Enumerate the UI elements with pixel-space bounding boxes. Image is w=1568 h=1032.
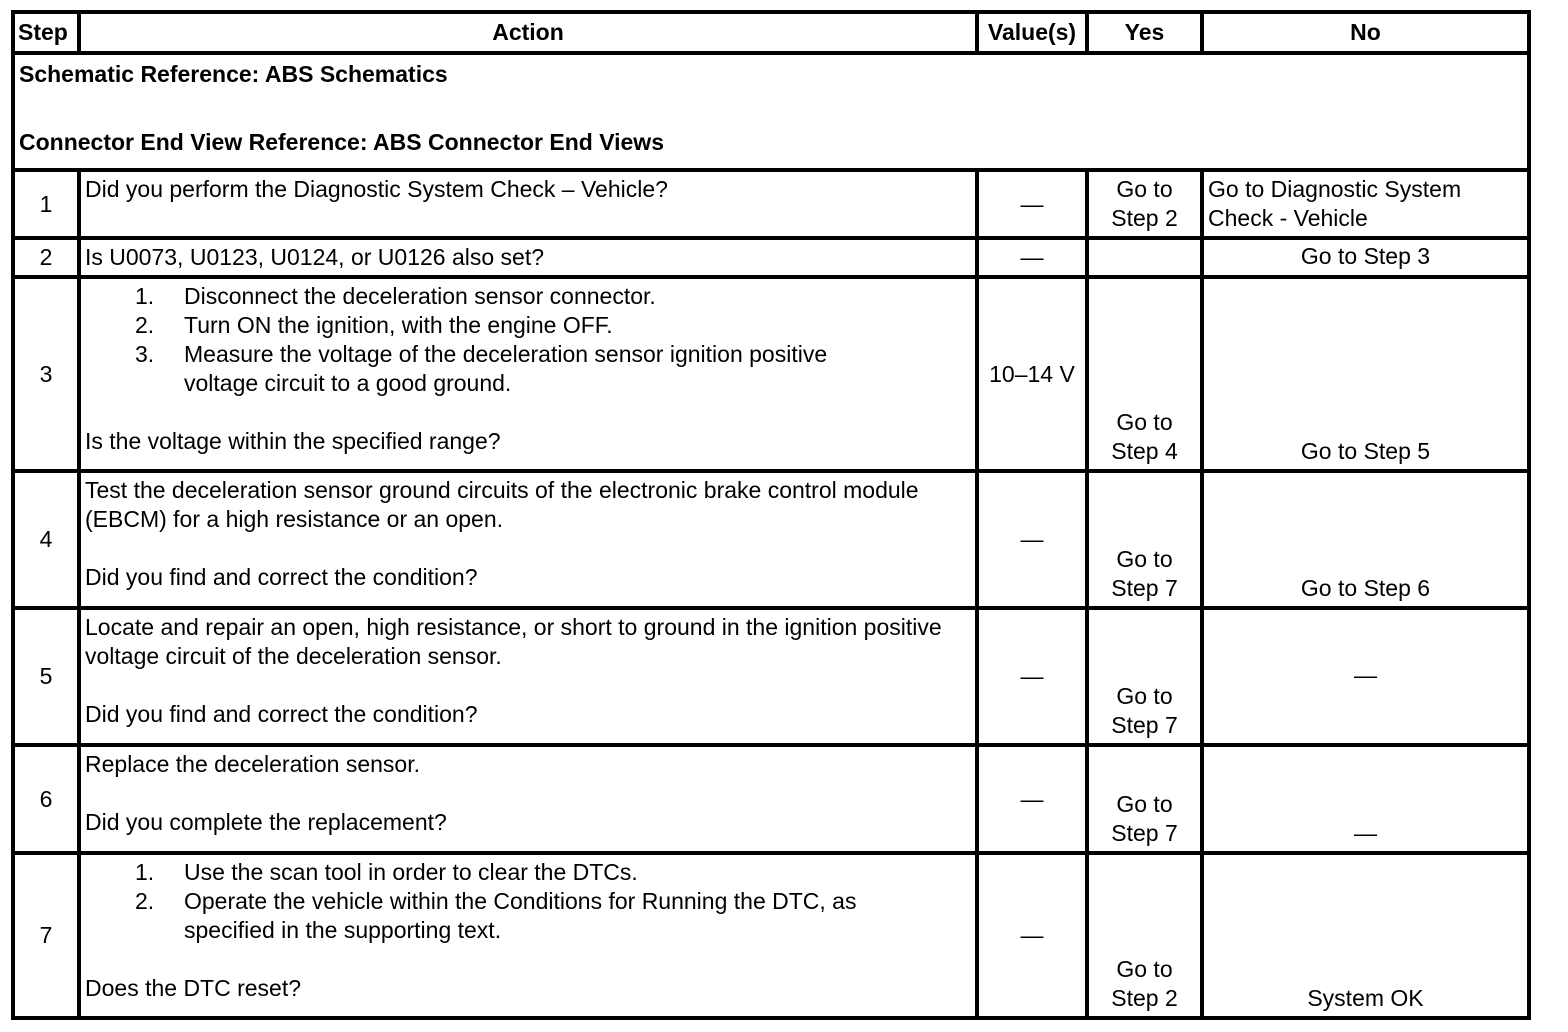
value-cell: — xyxy=(977,608,1087,745)
list-item xyxy=(85,282,971,311)
list-item xyxy=(85,340,971,398)
value-cell: — xyxy=(977,853,1087,1018)
list-number: 2. xyxy=(135,312,155,338)
value-cell: — xyxy=(977,471,1087,608)
action-cell xyxy=(79,471,977,608)
instruction-list xyxy=(85,858,971,945)
step-number: 1 xyxy=(13,170,79,238)
yes-cell xyxy=(1087,853,1202,1018)
action-cell xyxy=(79,745,977,853)
header-no: No xyxy=(1202,12,1529,53)
list-item xyxy=(85,311,971,340)
no-cell: — xyxy=(1202,608,1529,745)
no-cell: Go to Step 6 xyxy=(1202,471,1529,608)
step-number: 7 xyxy=(13,853,79,1018)
action-text: Is U0073, U0123, U0124, or U0126 also set? xyxy=(79,238,977,277)
question-text: Did you find and correct the condition? xyxy=(85,564,478,590)
no-line: Go to Diagnostic System xyxy=(1208,176,1462,202)
table-row xyxy=(13,277,1529,471)
action-text: Replace the deceleration sensor. xyxy=(85,751,420,777)
value-cell: — xyxy=(977,238,1087,277)
list-text: Use the scan tool in order to clear the DTCs. xyxy=(184,859,638,885)
step-number: 4 xyxy=(13,471,79,608)
list-text: Measure the voltage of the deceleration sensor ignition positive voltage circuit to a good ground. xyxy=(184,341,828,396)
yes-line: Go to xyxy=(1116,409,1173,435)
value-cell: 10–14 V xyxy=(977,277,1087,471)
list-number: 2. xyxy=(135,888,155,914)
step-number: 6 xyxy=(13,745,79,853)
yes-line: Step 2 xyxy=(1111,985,1178,1011)
reference-cell xyxy=(13,53,1529,170)
yes-line: Go to xyxy=(1116,546,1173,572)
no-cell: — xyxy=(1202,745,1529,853)
yes-cell xyxy=(1087,471,1202,608)
no-cell xyxy=(1202,170,1529,238)
yes-cell xyxy=(1087,170,1202,238)
header-yes: Yes xyxy=(1087,12,1202,53)
list-item xyxy=(85,858,971,887)
yes-line: Go to xyxy=(1116,791,1173,817)
connector-reference: Connector End View Reference: ABS Connector End Views xyxy=(19,129,664,155)
question-text: Did you find and correct the condition? xyxy=(85,701,478,727)
header-action: Action xyxy=(79,12,977,53)
table-row xyxy=(13,745,1529,853)
yes-cell xyxy=(1087,608,1202,745)
yes-cell xyxy=(1087,238,1202,277)
yes-cell xyxy=(1087,277,1202,471)
yes-line: Go to xyxy=(1116,956,1173,982)
action-text: Test the deceleration sensor ground circuits of the electronic brake control module (EBCM) for a high resistance or an open. xyxy=(85,477,919,532)
header-row xyxy=(13,12,1529,53)
yes-line: Step 4 xyxy=(1111,438,1178,464)
no-cell: System OK xyxy=(1202,853,1529,1018)
yes-line: Step 2 xyxy=(1111,205,1178,231)
header-step: Step xyxy=(13,12,79,53)
action-text: Did you perform the Diagnostic System Check – Vehicle? xyxy=(79,170,977,238)
action-cell xyxy=(79,853,977,1018)
question-text: Does the DTC reset? xyxy=(85,975,302,1001)
yes-line: Step 7 xyxy=(1111,712,1178,738)
table-row xyxy=(13,170,1529,238)
list-text: Turn ON the ignition, with the engine OFF. xyxy=(184,312,613,338)
step-number: 2 xyxy=(13,238,79,277)
step-number: 5 xyxy=(13,608,79,745)
table-row xyxy=(13,608,1529,745)
table-row xyxy=(13,238,1529,277)
question-text: Did you complete the replacement? xyxy=(85,809,447,835)
yes-line: Step 7 xyxy=(1111,820,1178,846)
list-number: 1. xyxy=(135,859,155,885)
diagnostic-table xyxy=(11,10,1531,1020)
header-values: Value(s) xyxy=(977,12,1087,53)
yes-line: Step 7 xyxy=(1111,575,1178,601)
no-cell: Go to Step 5 xyxy=(1202,277,1529,471)
table-row xyxy=(13,853,1529,1018)
action-cell xyxy=(79,277,977,471)
question-text: Is the voltage within the specified range? xyxy=(85,428,501,454)
yes-cell xyxy=(1087,745,1202,853)
list-number: 3. xyxy=(135,341,155,367)
value-cell: — xyxy=(977,745,1087,853)
value-cell: — xyxy=(977,170,1087,238)
no-line: Check - Vehicle xyxy=(1208,205,1368,231)
action-cell xyxy=(79,608,977,745)
list-text: Disconnect the deceleration sensor connector. xyxy=(184,283,656,309)
yes-line: Go to xyxy=(1116,683,1173,709)
list-text: Operate the vehicle within the Conditions for Running the DTC, as specified in the supporting text. xyxy=(184,888,857,943)
action-text: Locate and repair an open, high resistance, or short to ground in the ignition positive voltage circuit of the deceleration sensor. xyxy=(85,614,942,669)
table-row xyxy=(13,471,1529,608)
yes-line: Go to xyxy=(1116,176,1173,202)
list-item xyxy=(85,887,971,945)
no-cell: Go to Step 3 xyxy=(1202,238,1529,277)
instruction-list xyxy=(85,282,971,398)
schematic-reference: Schematic Reference: ABS Schematics xyxy=(19,61,448,87)
reference-row xyxy=(13,53,1529,170)
step-number: 3 xyxy=(13,277,79,471)
list-number: 1. xyxy=(135,283,155,309)
